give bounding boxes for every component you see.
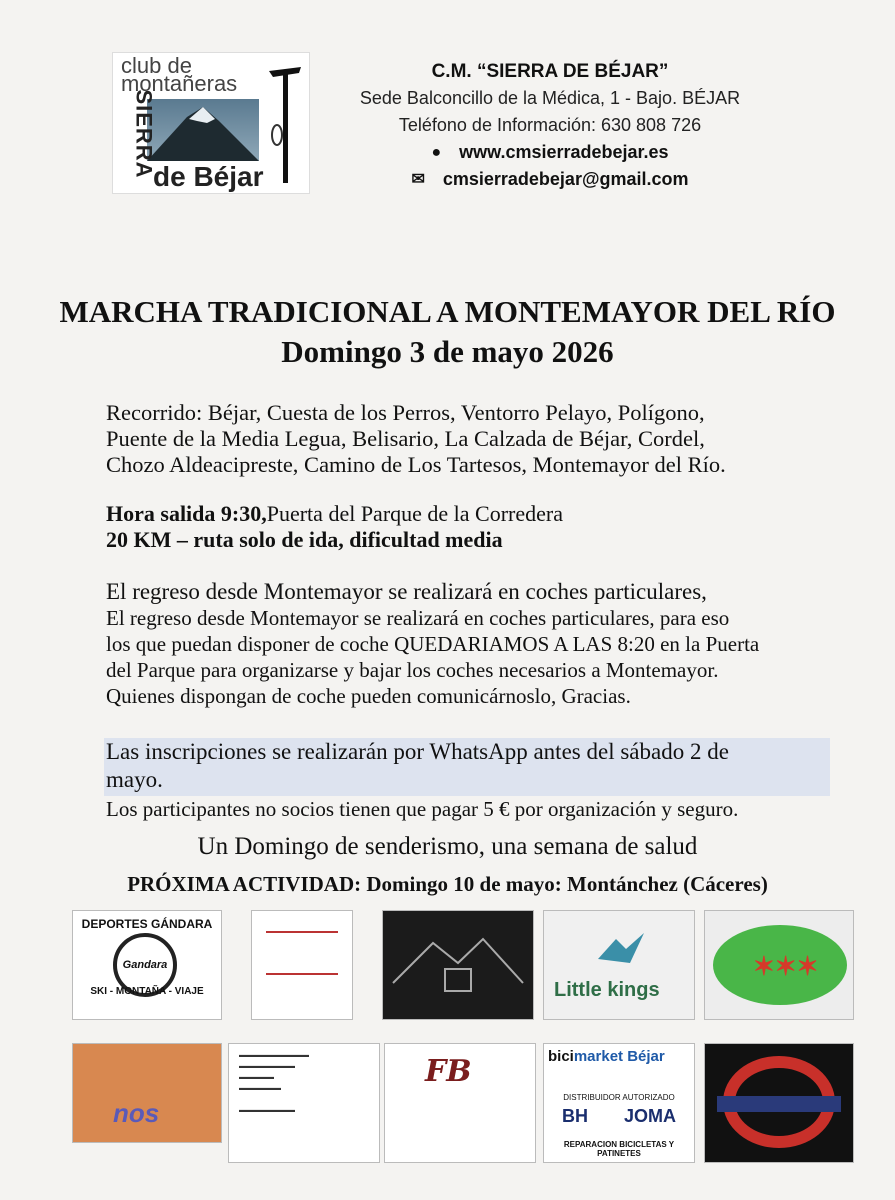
brand-bh: BH [561,1106,588,1126]
club-name: C.M. “SIERRA DE BÉJAR” [431,61,669,82]
bicimarket-distributor: DISTRIBUIDOR AUTORIZADO [563,1093,675,1102]
sponsor-fb [384,1043,536,1163]
sponsor-little-kings [543,910,695,1020]
logo-line3: de Béjar [153,161,264,192]
club-email-row [340,166,760,193]
event-title: MARCHA TRADICIONAL A MONTEMAYOR DEL RÍO [59,294,836,329]
departure-place: Puerta del Parque de la Corredera [266,501,563,526]
return-line: El regreso desde Montemayor se realizará en coches particulares, para eso [106,606,730,630]
slogan: Un Domingo de senderismo, una semana de salud [197,833,698,860]
bird-icon [596,929,646,969]
departure-time: Hora salida 9:30, [106,501,267,526]
return-line: Quienes dispongan de coche pueden comunicárnoslo, Gracias. [106,684,631,708]
return-line: El regreso desde Montemayor se realizará en coches particulares, [106,579,707,604]
route-line: Puente de la Media Legua, Belisario, La Calzada de Béjar, Cordel, [106,426,705,451]
club-website[interactable]: www.cmsierradebejar.es [459,142,669,162]
registration-line: mayo. [106,767,163,792]
bicimarket-footer: REPARACION BICICLETAS Y PATINETES [563,1140,675,1158]
bicimarket-name-a: bici [548,1048,574,1065]
return-text [106,579,826,709]
mountain-image [147,99,259,161]
sponsor-notice-card [228,1043,380,1163]
next-activity: PRÓXIMA ACTIVIDAD: Domingo 10 de mayo: Montánchez (Cáceres) [127,872,768,896]
return-line: del Parque para organizarse y bajar los coches necesarios a Montemayor. [106,658,719,682]
globe-icon: ● [431,144,442,161]
return-line: los que puedan disponer de coche QUEDARIAMOS A LAS 8:20 en la Puerta [106,632,760,656]
departure-info [106,501,826,553]
sponsor-card-2 [251,910,353,1020]
ice-axe-icon [265,63,305,188]
route-line: Recorrido: Béjar, Cuesta de los Perros, Ventorro Pelayo, Polígono, [106,400,705,425]
event-date: Domingo 3 de mayo 2026 [281,334,614,369]
nos-label: nos [113,1098,160,1128]
sponsor-2-graphic [266,931,338,975]
blue-bar-logo [717,1096,841,1112]
club-website-row [340,139,760,166]
logo-vertical-text: SIERRA [131,89,157,179]
sponsor-bicimarket [543,1043,695,1163]
gandara-title: DEPORTES GÁNDARA [81,917,213,931]
fee-text: Los participantes no socios tienen que pagar 5 € por organización y seguro. [106,797,739,821]
gandara-tagline: SKI - MONTAÑA - VIAJE [90,986,204,997]
distance-info: 20 KM – ruta solo de ida, dificultad media [106,527,503,552]
sponsor-green-oval [704,910,854,1020]
logo-line2: montañeras [121,71,238,96]
club-logo [112,52,310,194]
gandara-circle: Gandara [113,933,177,997]
sponsor-round-badge [704,1043,854,1163]
brand-joma: JOMA [623,1106,676,1126]
little-kings-label: Little kings [554,979,660,1001]
club-email[interactable]: cmsierradebejar@gmail.com [442,169,689,189]
fb-logo: FB [425,1054,472,1089]
bicimarket-brands [544,1106,694,1127]
club-header [340,58,760,193]
mountain-logo-icon [383,911,533,1019]
route-line: Chozo Aldeacipreste, Camino de Los Tartesos, Montemayor del Río. [106,452,726,477]
registration-highlight [104,738,830,796]
registration-line: Las inscripciones se realizarán por WhatsApp antes del sábado 2 de [106,739,729,764]
sponsor-mountain-logo [382,910,534,1020]
route-text [106,400,826,478]
green-oval-logo [713,925,847,1005]
mail-icon: ✉ [411,171,425,188]
bicimarket-name [548,1048,694,1065]
sponsor-gandara [72,910,222,1020]
club-phone: Teléfono de Información: 630 808 726 [398,115,702,135]
bicimarket-name-b: market Béjar [573,1048,665,1065]
sponsor-nos [72,1043,222,1143]
notice-card-text: ▬▬▬▬▬▬▬▬▬▬ ▬▬▬▬▬▬▬▬ ▬▬▬▬▬ ▬▬▬▬▬▬ ▬▬▬▬▬▬▬▬ [239,1052,309,1114]
club-address: Sede Balconcillo de la Médica, 1 - Bajo. BÉJAR [359,88,741,108]
logo-line1: club de [121,53,192,78]
oval-mark: ✶✶✶ [753,951,819,981]
departure-line [106,501,826,527]
